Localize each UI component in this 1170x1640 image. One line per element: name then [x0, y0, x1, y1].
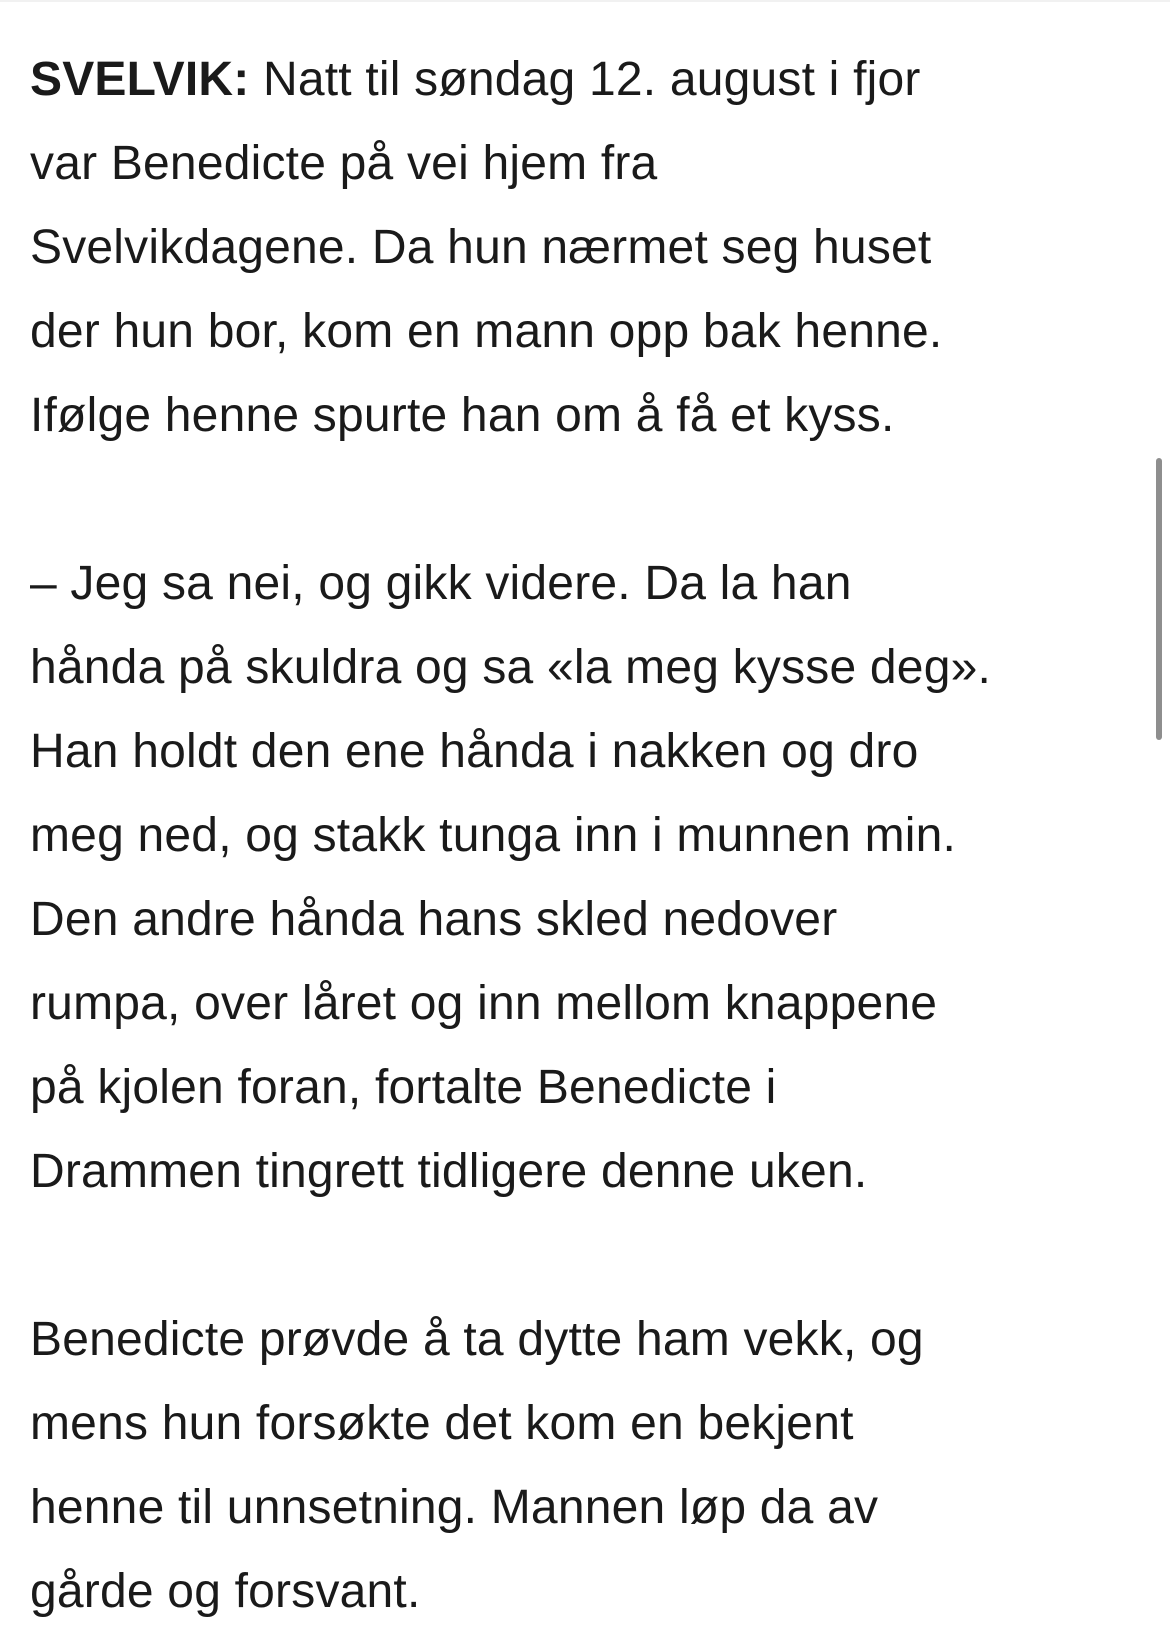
- paragraph-2-line: meg ned, og stakk tunga inn i munnen min.: [30, 809, 957, 862]
- paragraph-1-line: var Benedicte på vei hjem fra: [30, 137, 658, 190]
- paragraph-3-line: mens hun forsøkte det kom en bekjent: [30, 1397, 854, 1450]
- paragraph-1: [30, 38, 1140, 458]
- paragraph-1-line: Svelvikdagene. Da hun nærmet seg huset: [30, 221, 932, 274]
- paragraph-2-line: på kjolen foran, fortalte Benedicte i: [30, 1061, 777, 1114]
- scroll-indicator[interactable]: [1156, 458, 1162, 740]
- paragraph-2-line: hånda på skuldra og sa «la meg kysse deg».: [30, 641, 992, 694]
- paragraph-2-line: rumpa, over låret og inn mellom knappene: [30, 977, 938, 1030]
- paragraph-3: [30, 1298, 1140, 1634]
- paragraph-2-line: Han holdt den ene hånda i nakken og dro: [30, 725, 919, 778]
- paragraph-1-line: der hun bor, kom en mann opp bak henne.: [30, 305, 943, 358]
- dateline: SVELVIK:: [30, 53, 250, 106]
- paragraph-3-line: gårde og forsvant.: [30, 1565, 421, 1618]
- paragraph-1-line: Natt til søndag 12. august i fjor: [262, 53, 921, 106]
- article-body: [30, 38, 1140, 1634]
- paragraph-2-line: Den andre hånda hans skled nedover: [30, 893, 838, 946]
- paragraph-2: [30, 542, 1140, 1214]
- top-divider: [0, 0, 1170, 2]
- paragraph-2-line: – Jeg sa nei, og gikk videre. Da la han: [30, 557, 852, 610]
- paragraph-1-line: Ifølge henne spurte han om å få et kyss.: [30, 389, 895, 442]
- paragraph-3-line: henne til unnsetning. Mannen løp da av: [30, 1481, 879, 1534]
- paragraph-3-line: Benedicte prøvde å ta dytte ham vekk, og: [30, 1313, 924, 1366]
- paragraph-2-line: Drammen tingrett tidligere denne uken.: [30, 1145, 868, 1198]
